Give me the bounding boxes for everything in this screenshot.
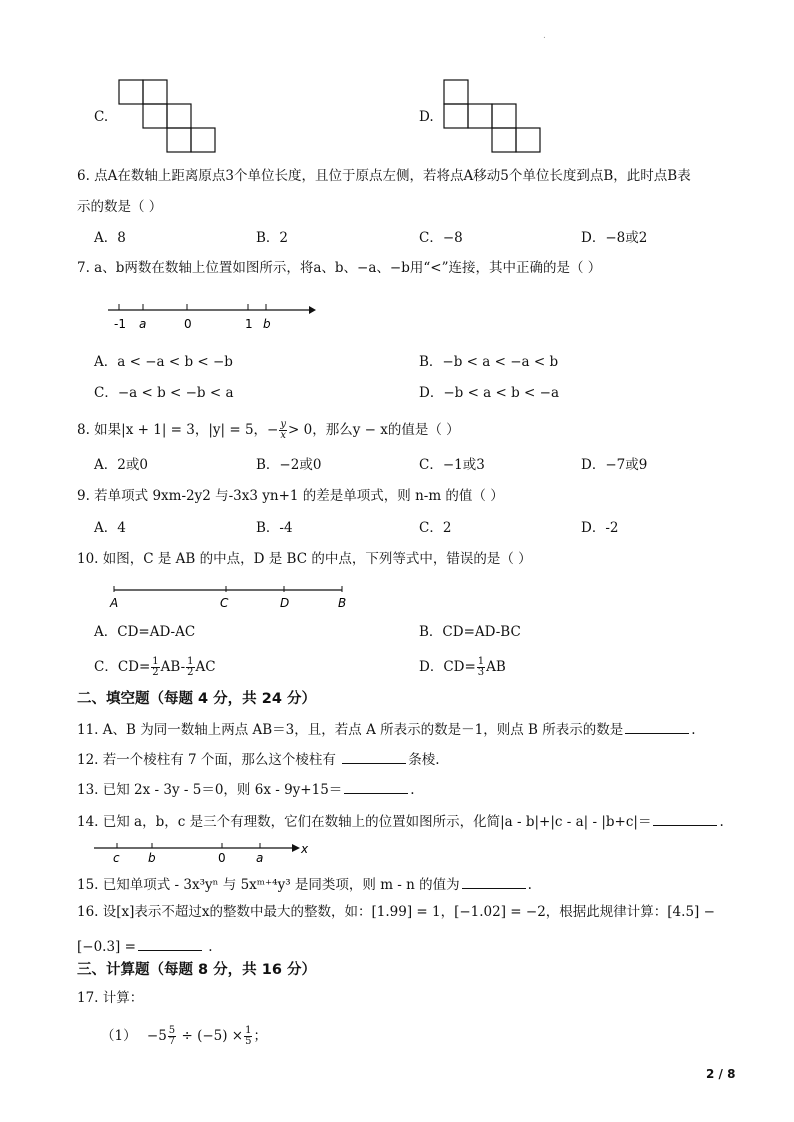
option-c-label: C. (94, 109, 109, 125)
q10-opt-c-frac1 (151, 657, 159, 679)
q14-text: 14. 已知 a，b，c 是三个有理数，它们在数轴上的位置如图所示，化简|a - b|+|c - a| - |b+c|＝ (77, 814, 652, 830)
q10-point-b: B (338, 596, 347, 610)
section-3-title: 三、计算题（每题 8 分，共 16 分） (77, 962, 316, 978)
q7-number-line (104, 300, 319, 332)
frac-den: 5 (245, 1036, 252, 1047)
q9-option-d: D．-2 (581, 520, 619, 536)
q6-option-c: C．−8 (419, 230, 463, 246)
frac-num: 1 (245, 1024, 252, 1036)
q7-stem: 7. a、b两数在数轴上位置如图所示，将a、b、−a、−b用“<”连接，其中正确的是（ ） (77, 260, 602, 276)
frac-num: 5 (168, 1024, 176, 1036)
q10-option-b: B．CD=AD-BC (419, 624, 521, 640)
q15 (77, 876, 532, 893)
q14-axis-x: x (301, 842, 309, 856)
q14-tick-c: c (113, 851, 120, 865)
q7-option-c: C．−a < b < −b < a (94, 385, 234, 401)
q9-option-a: A．4 (94, 520, 126, 536)
q13 (77, 781, 415, 798)
q10-opt-c-mid: AB- (160, 659, 186, 675)
q14 (77, 813, 724, 830)
q10-point-a: A (110, 596, 119, 610)
q11-text: 11. A、B 为同一数轴上两点 AB＝3，且，若点 A 所表示的数是－1，则点 B 所表示的数是 (77, 722, 624, 738)
cube-net-d (443, 79, 543, 155)
q14-end: . (719, 814, 724, 830)
q13-text: 13. 已知 2x - 3y - 5＝0，则 6x - 9y+15＝ (77, 782, 343, 798)
q7-tick-neg1: -1 (114, 317, 126, 331)
q11 (77, 721, 696, 738)
q15-text: 15. 已知单项式 - 3x³yⁿ 与 5xᵐ⁺⁴y³ 是同类项，则 m - n 的值为 (77, 877, 460, 893)
q14-tick-a: a (256, 851, 264, 865)
q9-stem: 9. 若单项式 9xm-2y2 与-3x3 yn+1 的差是单项式，则 n-m 的值（ ） (77, 488, 504, 504)
q17-1-label: （1） (101, 1028, 137, 1044)
q10-option-d (419, 654, 506, 680)
q8-option-b: B．−2或0 (256, 457, 322, 473)
q7-tick-b: b (263, 317, 271, 331)
q7-tick-1: 1 (245, 317, 253, 331)
q6-option-b: B．2 (256, 230, 289, 246)
frac-num: 1 (477, 655, 485, 667)
section-2-title: 二、填空题（每题 4 分，共 24 分） (77, 691, 316, 707)
cube-net-c (118, 79, 218, 155)
q15-end: . (527, 877, 532, 893)
q16-answer-blank[interactable] (138, 938, 202, 951)
q10-opt-c-prefix: C．CD= (94, 659, 151, 675)
q10-opt-c-suffix: AC (195, 659, 216, 675)
q10-point-d: D (280, 596, 290, 610)
q12-answer-blank[interactable] (342, 751, 406, 764)
frac-den: 3 (477, 667, 485, 678)
q10-opt-d-suffix: AB (486, 659, 506, 675)
q14-tick-b: b (148, 851, 156, 865)
page-number: 2 / 8 (706, 1067, 736, 1081)
q10-segment-diagram (104, 584, 354, 612)
frac-num: 1 (187, 655, 194, 667)
q8-option-d: D．−7或9 (581, 457, 648, 473)
q8-option-a: A．2或0 (94, 457, 148, 473)
q6-option-a: A．8 (94, 230, 126, 246)
q6-stem-line2: 示的数是（ ） (77, 199, 163, 215)
q15-answer-blank[interactable] (462, 876, 526, 889)
q7-tick-a: a (139, 317, 147, 331)
q11-answer-blank[interactable] (625, 721, 689, 734)
q16-line1: 16. 设[x]表示不超过x的整数中最大的整数，如：[1.99] = 1，[−1.02] = −2，根据此规律计算：[4.5] − (77, 904, 715, 920)
q8-stem (77, 418, 460, 442)
q16-line2 (77, 938, 213, 955)
q17-1-frac2 (244, 1026, 252, 1048)
q10-opt-d-prefix: D．CD= (419, 659, 476, 675)
q12-text: 12. 若一个棱柱有 7 个面，那么这个棱柱有 (77, 752, 341, 768)
frac-den: 2 (187, 667, 194, 678)
q9-option-c: C．2 (419, 520, 452, 536)
q16-text: [−0.3] = (77, 939, 136, 955)
q7-option-d: D．−b < a < b < −a (419, 385, 560, 401)
q7-option-a: A．a < −a < b < −b (94, 354, 233, 370)
q10-opt-c-frac2 (186, 657, 194, 679)
option-d-label: D. (419, 109, 434, 125)
q10-option-c (94, 654, 216, 680)
q14-tick-0: 0 (218, 851, 226, 865)
q10-point-c: C (220, 596, 229, 610)
q11-end: . (691, 722, 696, 738)
q14-number-line (90, 840, 310, 866)
frac-den: 2 (152, 667, 159, 678)
q8-fraction (279, 420, 287, 442)
q8-frac-num: y (280, 418, 287, 430)
q14-answer-blank[interactable] (653, 813, 717, 826)
q10-option-a: A．CD=AD-AC (94, 624, 196, 640)
q10-opt-d-frac (477, 657, 485, 679)
q12 (77, 751, 440, 768)
q17-1-end: ； (253, 1028, 267, 1044)
q17-1-b: ÷ (−5) × (181, 1028, 244, 1044)
q6-stem-line1: 6. 点A在数轴上距离原点3个单位长度，且位于原点左侧，若将点A移动5个单位长度到点B，此时点B表 (77, 168, 691, 184)
q13-answer-blank[interactable] (344, 781, 408, 794)
q13-end: . (410, 782, 415, 798)
frac-num: 1 (152, 655, 159, 667)
q17-1-a: −5 (146, 1028, 167, 1044)
q8-stem-part2: > 0，那么y − x的值是（ ） (288, 422, 460, 438)
q10-stem: 10. 如图，C 是 AB 的中点，D 是 BC 的中点，下列等式中，错误的是（ ） (77, 551, 532, 567)
q17-1-frac1 (168, 1026, 176, 1048)
q7-tick-0: 0 (184, 317, 192, 331)
q6-option-d: D．−8或2 (581, 230, 648, 246)
q8-frac-den: x (280, 430, 287, 441)
top-dot: . (543, 31, 546, 41)
frac-den: 7 (168, 1036, 176, 1047)
q8-option-c: C．−1或3 (419, 457, 485, 473)
q7-option-b: B．−b < a < −a < b (419, 354, 559, 370)
q17-1 (101, 1022, 267, 1050)
q8-stem-part1: 8. 如果|x + 1| = 3，|y| = 5，− (77, 422, 279, 438)
q16-end: . (203, 939, 213, 955)
q17-stem: 17. 计算： (77, 990, 144, 1006)
q9-option-b: B．-4 (256, 520, 293, 536)
q12-end: 条棱. (408, 752, 440, 768)
